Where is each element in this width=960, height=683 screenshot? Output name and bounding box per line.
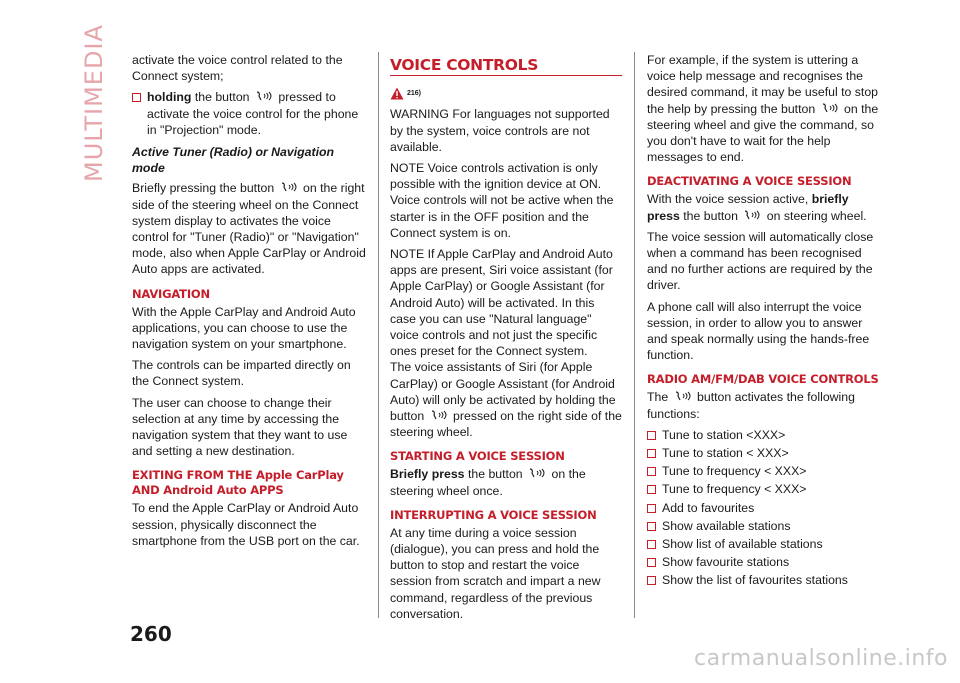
column-right	[647, 52, 879, 591]
paragraph: At any time during a voice session (dialogue), you can press and hold the button to stop and restart the voice session from scratch and impart a new command, regardless of the previous conversation.	[390, 525, 601, 621]
heading-deactivating: DEACTIVATING A VOICE SESSION	[647, 174, 852, 189]
voice-control-icon	[528, 467, 546, 479]
bullet-box-icon	[647, 540, 656, 549]
paragraph	[390, 359, 622, 440]
list-item	[647, 518, 879, 534]
list-item-text: Add to favourites	[662, 500, 755, 515]
list-item	[647, 463, 879, 479]
text: button activates the following functions:	[647, 390, 855, 421]
voice-control-icon	[280, 181, 298, 193]
paragraph: activate the voice control related to the Connect system;	[132, 53, 343, 84]
text: on the steering wheel once.	[390, 467, 586, 498]
list-item	[647, 445, 879, 461]
text: on steering wheel.	[766, 208, 867, 223]
bold-term: briefly press	[647, 192, 849, 223]
voice-control-icon	[255, 90, 273, 102]
text: pressed on the right side of the steering wheel.	[390, 409, 622, 440]
text: pressed to activate the voice control for the phone in "Projection" mode.	[147, 90, 359, 137]
list-item-text: Tune to station < XXX>	[662, 446, 789, 461]
bullet-box-icon	[647, 522, 656, 531]
watermark: carmanualsonline.info	[694, 646, 948, 671]
list-item	[647, 427, 879, 443]
text: the button	[467, 467, 523, 482]
paragraph	[390, 466, 622, 498]
paragraph: WARNING For languages not supported by the system, voice controls are not available.	[390, 107, 610, 154]
column-left	[132, 52, 368, 554]
text: Briefly pressing the button	[132, 181, 275, 196]
paragraph: To end the Apple CarPlay or Android Auto session, physically disconnect the smartphone from the USB port on the car.	[132, 501, 360, 548]
paragraph: NOTE Voice controls activation is only possible with the ignition device at ON. Voice controls will not be active when the starter is in the OFF position and the Connect system is on.	[390, 161, 614, 240]
voice-control-icon	[674, 390, 692, 402]
page-number: 260	[130, 622, 172, 646]
bold-term: holding	[147, 90, 192, 105]
heading-rule	[390, 75, 622, 76]
subheading: Active Tuner (Radio) or Navigation mode	[132, 145, 335, 176]
text: The	[647, 390, 669, 405]
heading-starting: STARTING A VOICE SESSION	[390, 449, 565, 464]
paragraph: The user can choose to change their selection at any time by accessing the navigation system that they want to use and setting a new destination.	[132, 395, 348, 459]
heading-voice-controls: VOICE CONTROLS	[390, 56, 539, 74]
list-item	[647, 572, 879, 588]
bullet-box-icon	[647, 449, 656, 458]
list-item-text: Show list of available stations	[662, 537, 823, 552]
text: The voice assistants of Siri (for Apple CarPlay) or Google Assistant (for Android Auto) will only be activated by holding the button	[390, 360, 616, 424]
function-list	[647, 427, 879, 589]
voice-control-icon	[743, 209, 761, 221]
paragraph: The controls can be imparted directly on the Connect system.	[132, 358, 351, 389]
list-item	[647, 554, 879, 570]
text: the button	[194, 90, 250, 105]
voice-control-icon	[821, 102, 839, 114]
heading-navigation: NAVIGATION	[132, 286, 210, 301]
list-item-text: Tune to station <XXX>	[662, 427, 786, 442]
bullet-text	[147, 89, 368, 138]
warning-ref-number: 216)	[407, 90, 422, 98]
heading-interrupting: INTERRUPTING A VOICE SESSION	[390, 507, 597, 522]
section-title: MULTIMEDIA	[80, 24, 108, 182]
warning-reference	[390, 84, 622, 102]
warning-triangle-icon	[390, 87, 404, 100]
text: the button	[683, 208, 738, 223]
paragraph	[647, 52, 879, 165]
heading-exiting: EXITING FROM THE Apple CarPlay AND Android Auto APPS	[132, 468, 344, 498]
list-item-text: Show the list of favourites stations	[662, 573, 848, 588]
bold-term: Briefly press	[390, 467, 465, 482]
column-divider	[378, 52, 379, 618]
bullet-box-icon	[647, 431, 656, 440]
voice-control-icon	[430, 409, 448, 421]
list-item	[647, 500, 879, 516]
text: For example, if the system is uttering a voice help message and recognises the desired command, it may be useful to stop the help by pressing the button	[647, 53, 879, 116]
column-divider	[634, 52, 635, 618]
list-item-text: Show available stations	[662, 518, 791, 533]
list-item	[647, 481, 879, 497]
bullet-box-icon	[647, 467, 656, 476]
paragraph	[647, 191, 879, 223]
paragraph	[132, 180, 368, 277]
bullet-box-icon	[647, 485, 656, 494]
bullet-box-icon	[647, 576, 656, 585]
bullet-item	[132, 89, 368, 138]
paragraph: A phone call will also interrupt the voice session, in order to allow you to answer and speak normally using the hands-free function.	[647, 299, 870, 363]
paragraph: NOTE If Apple CarPlay and Android Auto apps are present, Siri voice assistant (for Apple CarPlay) or Google Assistant (for Android Auto) will be activated. In this case you can use "Natural language" voice controls and not just the specific ones preset for the Connect system.	[390, 247, 613, 359]
paragraph	[647, 389, 879, 421]
text: With the voice session active,	[647, 192, 809, 207]
bullet-box-icon	[132, 93, 141, 102]
text: on the steering wheel and give the command, so you don't have to wait for the help messages to end.	[647, 101, 879, 165]
list-item-text: Tune to frequency < XXX>	[662, 464, 807, 479]
column-middle	[390, 52, 622, 627]
paragraph: With the Apple CarPlay and Android Auto applications, you can choose to use the navigation system on your smartphone.	[132, 304, 356, 352]
list-item-text: Show favourite stations	[662, 555, 790, 570]
paragraph: The voice session will automatically close when a command has been recognised and no further actions are required by the driver.	[647, 229, 874, 293]
bullet-box-icon	[647, 504, 656, 513]
bullet-box-icon	[647, 558, 656, 567]
list-item-text: Tune to frequency < XXX>	[662, 482, 807, 497]
text: on the right side of the steering wheel on the Connect system display to activates the voice control for "Tuner (Radio)" or "Navigation" mode, also when Apple CarPlay or Android Auto apps are activated.	[132, 181, 366, 277]
list-item	[647, 536, 879, 552]
heading-radio-voice-controls: RADIO AM/FM/DAB VOICE CONTROLS	[647, 372, 879, 387]
